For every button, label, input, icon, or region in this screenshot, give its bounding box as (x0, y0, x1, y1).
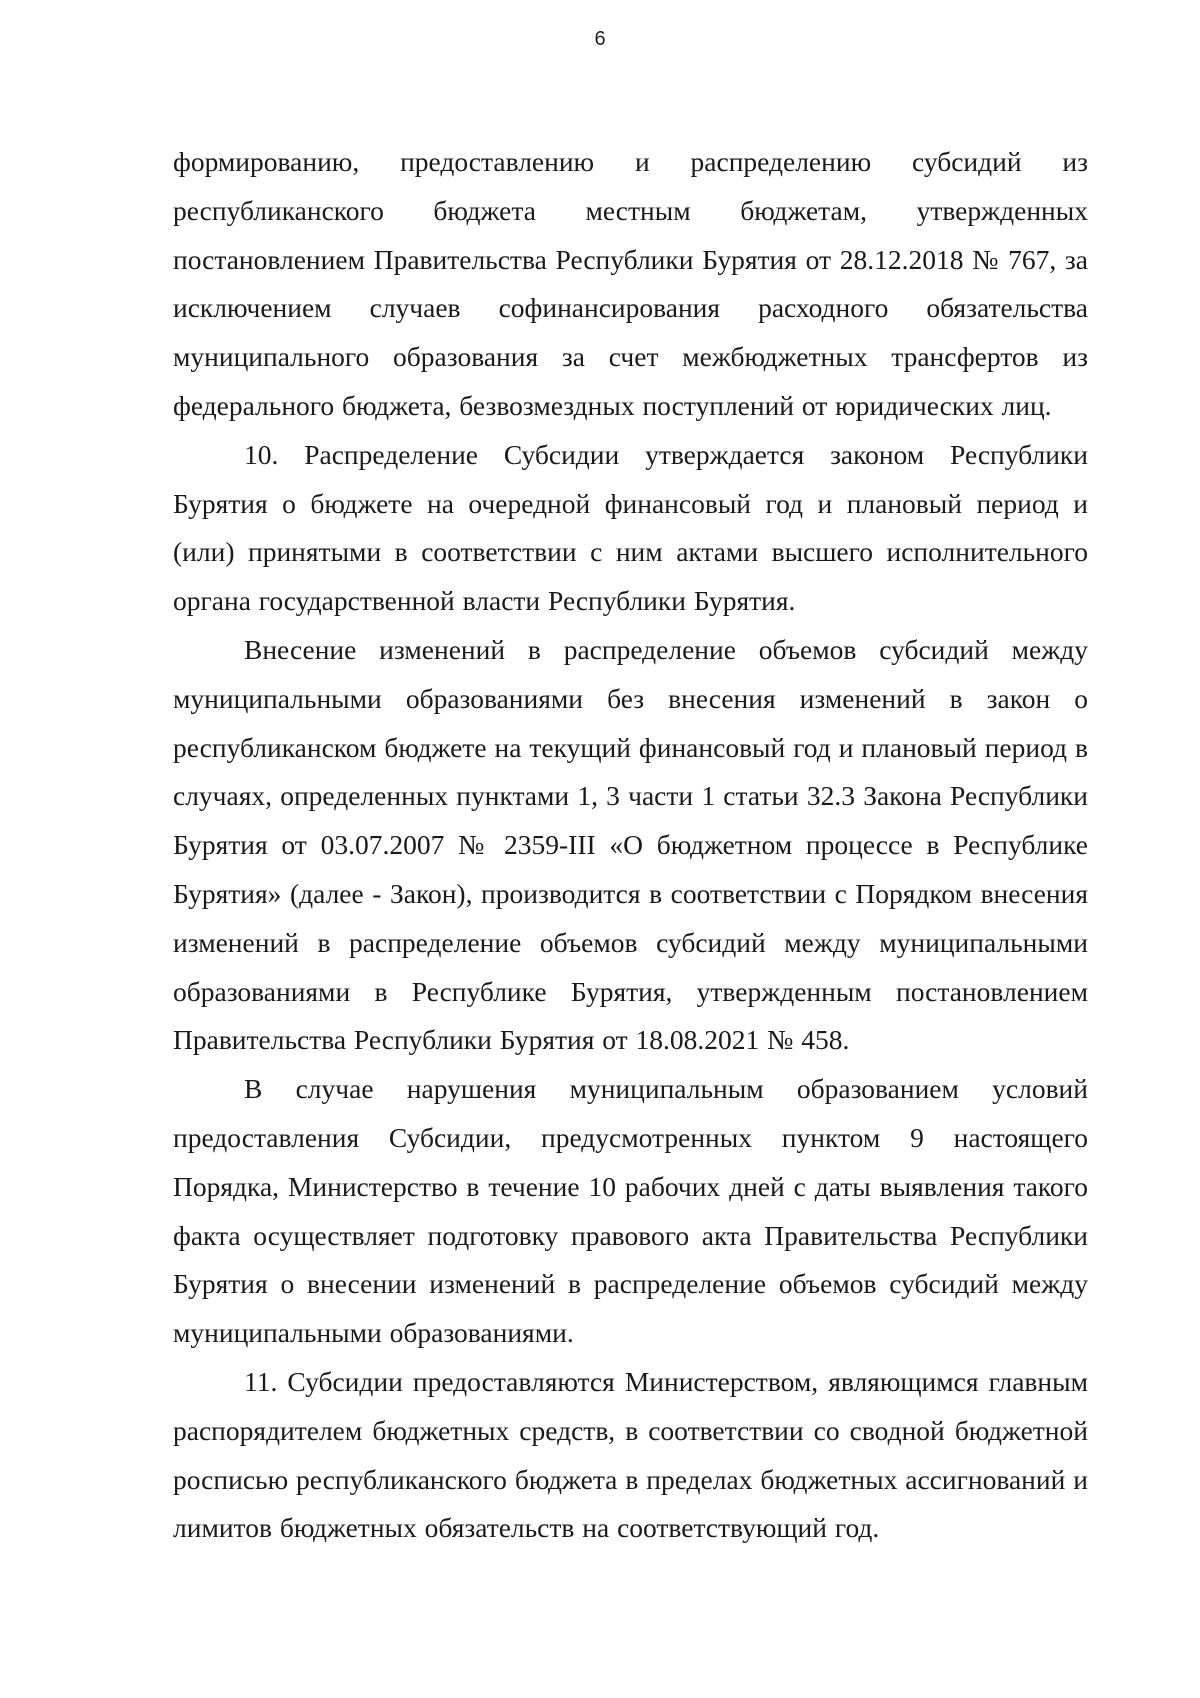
paragraph-item-10: 10. Распределение Субсидии утверждается законом Республики Бурятия о бюджете на очередной финансовый год и плановый период и (или) принятыми в соответствии с ним актами высшего исполнительного органа государственной власти Республики Бурятия. (173, 438, 1088, 617)
page-number: 6 (594, 28, 606, 50)
paragraph-distribution-changes: Внесение изменений в распределение объемов субсидий между муниципальными образованиями без внесения изменений в закон о республиканском бюджете на текущий финансовый год и плановый период в случаях, определенных пунктами 1, 3 части 1 статьи 32.3 Закона Республики Бурятия от 03.07.2007 № 2359-III «О бюджетном процессе в Республике Бурятия» (далее - Закон), производится в соответствии с Порядком внесения изменений в распределение объемов субсидий между муниципальными образованиями в Республике Бурятия, утвержденным постановлением Правительства Республики Бурятия от 18.08.2021 № 458. (173, 633, 1088, 1056)
document-body (173, 138, 1088, 1553)
paragraph-violation-case: В случае нарушения муниципальным образованием условий предоставления Субсидии, предусмотренных пунктом 9 настоящего Порядка, Министерство в течение 10 рабочих дней с даты выявления такого факта осуществляет подготовку правового акта Правительства Республики Бурятия о внесении изменений в распределение объемов субсидий между муниципальными образованиями. (173, 1073, 1088, 1349)
paragraph-item-11: 11. Субсидии предоставляются Министерством, являющимся главным распорядителем бюджетных средств, в соответствии со сводной бюджетной росписью республиканского бюджета в пределах бюджетных ассигнований и лимитов бюджетных обязательств на соответствующий год. (173, 1365, 1088, 1544)
paragraph-continuation: формированию, предоставлению и распределению субсидий из республиканского бюджета местным бюджетам, утвержденных постановлением Правительства Республики Бурятия от 28.12.2018 № 767, за исключением случаев софинансирования расходного обязательства муниципального образования за счет межбюджетных трансфертов из федерального бюджета, безвозмездных поступлений от юридических лиц. (173, 146, 1088, 421)
